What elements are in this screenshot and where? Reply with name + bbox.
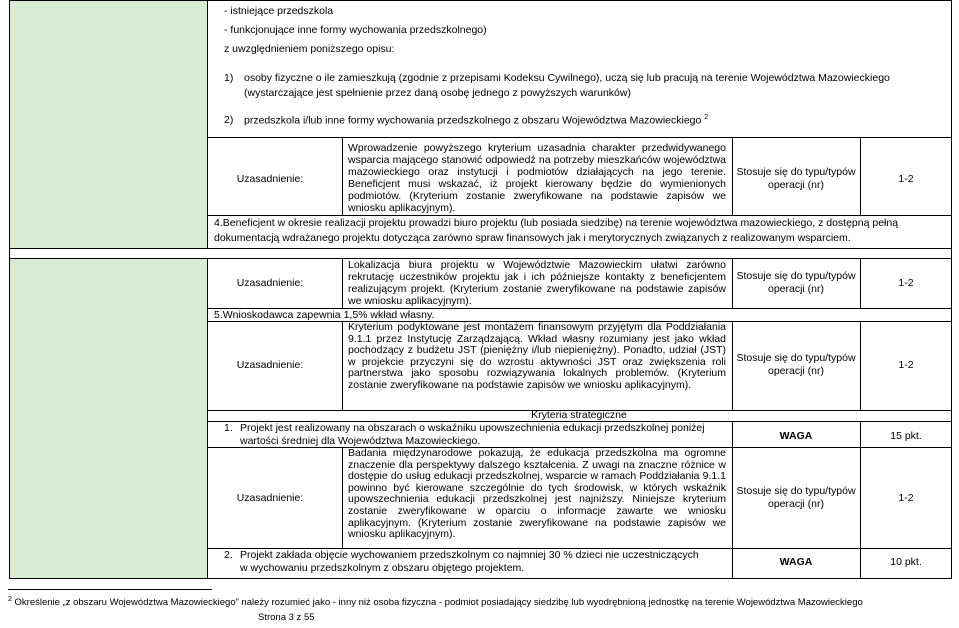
strategic-1-line-1: Projekt jest realizowany na obszarach o wskaźniku upowszechnienia edukacji przedszkolnej poniżej: [240, 422, 705, 434]
row-3-applies: Stosuje się do typu/typów operacji (nr): [736, 352, 856, 377]
strategic-2-number: 2.: [224, 549, 233, 561]
table-section-end-1: [9, 248, 952, 249]
intro-item-1-number: 1): [224, 72, 234, 84]
intro-line-2: - funkcjonujące inne formy wychowania przedszkolnego): [224, 24, 487, 36]
green-column-divider-top: [207, 0, 208, 248]
strategic-1-number: 1.: [224, 422, 233, 434]
table-border-right: [951, 0, 952, 578]
row-2-range: 1-2: [898, 277, 914, 289]
footnote: [8, 596, 863, 608]
green-margin-top: [10, 0, 207, 248]
criterion-4-line-1: 4.Beneficjent w okresie realizacji projektu prowadzi biuro projektu (lub posiada siedzibę) na terenie województwa mazowieckiego, z dostępną pełną: [214, 217, 899, 229]
strategic-2-line-1: Projekt zakłada objęcie wychowaniem przedszkolnym co najmniej 30 % dzieci nie uczestniczących: [240, 549, 699, 561]
row-3-divider-a: [342, 321, 343, 410]
row-1-bottom-border: [207, 215, 952, 216]
row-3-label: Uzasadnienie:: [236, 359, 304, 371]
criterion-5: 5.Wnioskodawca zapewnia 1,5% wkład własny.: [214, 309, 435, 321]
strategic-1-points: 15 pkt.: [890, 430, 922, 442]
table-border-bottom: [9, 578, 952, 579]
intro-item-1-line-1: osoby fizyczne o ile zamieszkują (zgodnie z przepisami Kodeksu Cywilnego), uczą się lub pracują na terenie Województwa Mazowieckiego: [244, 72, 890, 84]
intro-line-3: z uwzględnieniem poniższego opisu:: [224, 43, 395, 55]
strategic-1-weight: WAGA: [779, 430, 813, 442]
row-2-label: Uzasadnienie:: [236, 277, 304, 289]
row-1-label: Uzasadnienie:: [236, 173, 304, 185]
table-border-top: [9, 0, 952, 1]
green-margin-bottom: [10, 258, 207, 578]
intro-item-1-line-2: (wystarczające jest spełnienie przez daną osobę jednego z powyższych warunków): [244, 87, 631, 99]
row-2-divider-a: [342, 258, 343, 308]
row-3-range: 1-2: [898, 359, 914, 371]
footnote-number: 2: [8, 596, 12, 603]
row-1-top-border: [207, 137, 952, 138]
row-2-applies: Stosuje się do typu/typów operacji (nr): [736, 270, 856, 295]
intro-item-2-text: przedszkola i/lub inne formy wychowania przedszkolnego z obszaru Województwa Mazowieckiego: [244, 114, 702, 127]
row-4-applies: Stosuje się do typu/typów operacji (nr): [736, 485, 856, 510]
row-3-text: Kryterium podyktowane jest montażem finansowym przyjętym dla Poddziałania 9.1.1 przez Instytucję Zarządzającą. Wkład własny rozumiany jest jako wkład pochodzący z budżetu JST (pieniężny i/lub niepieniężny). Ponadto, udział (JST) w projekcie przyczyni się do wzrostu aktywności JST oraz zwiększenia roli partnerstwa jako sposobu rozwiązywania lokalnych problemów. (Kryterium zostanie zweryfikowane na podstawie zapisów we wniosku aplikacyjnym).: [348, 321, 726, 391]
footnote-text: Określenie „z obszaru Województwa Mazowieckiego” należy rozumieć jako - inny niż osoba fizyczna - podmiot posiadający siedzibę lub wyodrębnioną jednostkę na terenie Województwa Mazowieckiego: [14, 597, 863, 609]
row-4-range: 1-2: [898, 492, 914, 504]
intro-line-1: - istniejące przedszkola: [224, 5, 334, 17]
intro-item-2: [244, 114, 708, 127]
strategic-1-line-2: wartości średniej dla Województwa Mazowieckiego.: [240, 435, 481, 447]
row-4-divider-a: [342, 447, 343, 548]
row-4-label: Uzasadnienie:: [236, 492, 304, 504]
row-4-text: Badania międzynarodowe pokazują, że edukacja przedszkolna ma ogromne znaczenie dla perspektywy dalszego kształcenia. Z uwagi na znaczne różnice w dostępie do usług edukacji przedszkolnej, wsparcie w ramach Poddziałania 9.1.1 powinno być kierowane szczególnie do tych środowisk, w których wskaźnik upowszechnienia edukacji przedszkolnej jest najniższy. Niniejsze kryterium zostanie zweryfikowane w oparciu o informacje zawarte we wniosku aplikacyjnym. (Kryterium zostanie zweryfikowane na podstawie zapisów we wniosku aplikacyjnym).: [348, 447, 726, 541]
footnote-reference: 2: [704, 114, 709, 121]
intro-item-2-number: 2): [224, 114, 234, 126]
row-1-divider-a: [342, 137, 343, 215]
row-1-range: 1-2: [898, 173, 914, 185]
criterion-4-line-2: dokumentacją wdrażanego projektu dotycząca zarówno spraw finansowych jak i merytorycznych związanych z realizowanym wsparciem.: [214, 232, 851, 244]
table-border-left: [9, 0, 10, 578]
footnote-separator: [8, 589, 212, 590]
strategic-criteria-header: Kryteria strategiczne: [531, 409, 627, 421]
row-2-text: Lokalizacja biura projektu w Województwie Mazowieckim ułatwi zarówno rekrutację uczestników projektu jak i ich późniejsze kontakty z beneficjentem realizującym projekt. (Kryterium zostanie zweryfikowane na podstawie zapisów we wniosku aplikacyjnym).: [348, 259, 726, 307]
strategic-2-line-2: w wychowaniu przedszkolnym z obszaru objętego projektem.: [240, 562, 525, 574]
strategic-2-weight: WAGA: [779, 556, 813, 568]
page-number: Strona 3 z 55: [258, 612, 315, 623]
strategic-2-points: 10 pkt.: [890, 556, 922, 568]
row-1-applies: Stosuje się do typu/typów operacji (nr): [736, 166, 856, 191]
row-1-text: Wprowadzenie powyższego kryterium uzasadnia charakter przedwidywanego wsparcia mającego stanowić odpowiedź na potrzeby mieszkańców województwa mazowieckiego oraz instytucji i podmiotów działających na jego terenie. Beneficjent musi wskazać, iż projekt kierowany będzie do wymienionych podmiotów. (Kryterium zostanie zweryfikowane na podstawie zapisów we wniosku aplikacyjnym).: [348, 142, 726, 214]
